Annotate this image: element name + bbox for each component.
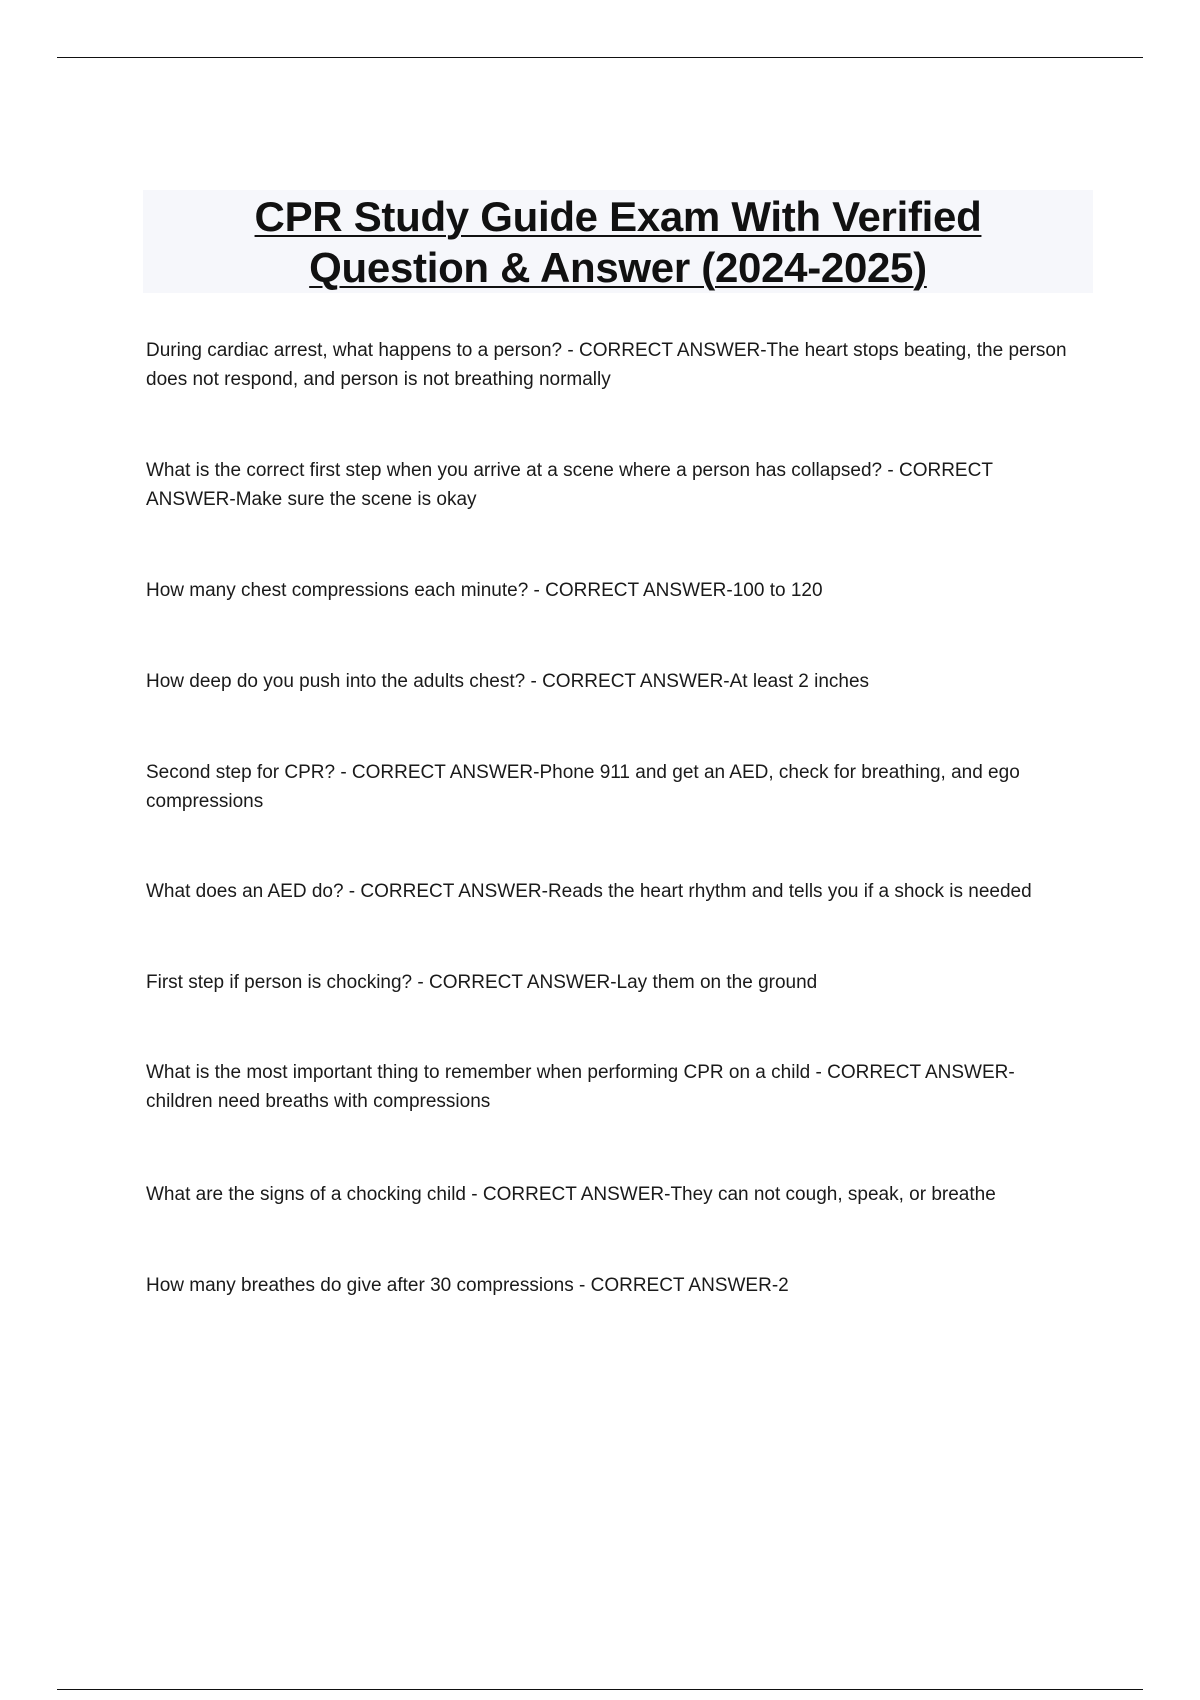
bottom-rule — [57, 1689, 1143, 1690]
qa-item: How many breathes do give after 30 compressions - CORRECT ANSWER-2 — [146, 1275, 789, 1296]
document-title — [143, 190, 1093, 293]
title-line-2: Question & Answer (2024-2025) — [309, 243, 927, 291]
title-line-1: CPR Study Guide Exam With Verified — [254, 192, 982, 240]
qa-item: How many chest compressions each minute? - CORRECT ANSWER-100 to 120 — [146, 580, 823, 601]
qa-item: Second step for CPR? - CORRECT ANSWER-Phone 911 and get an AED, check for breathing, and ego compressions — [146, 762, 1020, 812]
qa-item: How deep do you push into the adults chest? - CORRECT ANSWER-At least 2 inches — [146, 671, 870, 692]
qa-item: What is the most important thing to remember when performing CPR on a child - CORRECT ANSWER-children need breaths with compressions — [146, 1062, 1015, 1112]
top-rule — [57, 57, 1143, 58]
qa-item: What are the signs of a chocking child - CORRECT ANSWER-They can not cough, speak, or breathe — [146, 1184, 996, 1205]
qa-item: First step if person is chocking? - CORRECT ANSWER-Lay them on the ground — [146, 972, 818, 993]
qa-item: What is the correct first step when you arrive at a scene where a person has collapsed? - CORRECT ANSWER-Make sure the scene is okay — [146, 460, 993, 510]
qa-item: What does an AED do? - CORRECT ANSWER-Reads the heart rhythm and tells you if a shock is needed — [146, 881, 1032, 902]
qa-item: During cardiac arrest, what happens to a person? - CORRECT ANSWER-The heart stops beating, the person does not respond, and person is not breathing normally — [146, 340, 1067, 390]
